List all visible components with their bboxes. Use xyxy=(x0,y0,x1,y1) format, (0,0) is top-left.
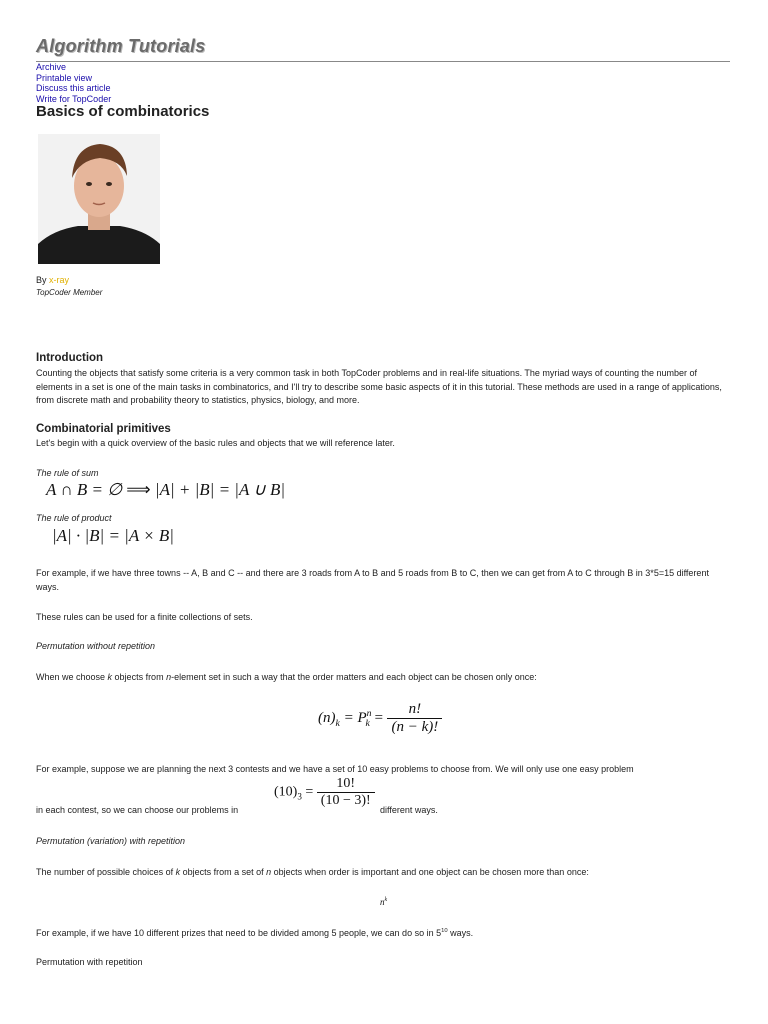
archive-link[interactable]: Archive xyxy=(36,62,67,72)
text-part: ways. xyxy=(447,928,474,938)
towns-example-text: For example, if we have three towns -- A, B and C -- and there are 3 roads from A to B and 5 roads from B to C, then we can get from A to C through B in 3*5=15 different ways. xyxy=(36,568,709,592)
permutation-with-repetition-text xyxy=(36,866,730,880)
introduction-text: Counting the objects that satisfy some criteria is a very common task in both TopCoder problems and in real-life situations. The myriad ways of counting the number of elements in a set is one of the main tasks in combinatorics, and I'll try to describe some basic aspects of it in this tutorial. These methods are used in a range of applications, from discrete math and probability theory to statistics, physics, biology, and more. xyxy=(36,368,722,405)
text-part: objects from a set of xyxy=(180,867,267,877)
text-part: When we choose xyxy=(36,672,108,682)
article-title: Basics of combinatorics xyxy=(36,103,210,120)
permutation-without-repetition-text xyxy=(36,671,730,685)
formula-base: n xyxy=(380,897,385,907)
rule-of-product-formula: |A| · |B| = |A × B| xyxy=(52,526,174,545)
rule-of-product-label: The rule of product xyxy=(36,513,112,523)
contest-example-text: For example, suppose we are planning the next 3 contests and we have a set of 10 easy problems to choose from. We will only use one easy problem xyxy=(36,764,634,774)
variable-n: n xyxy=(166,672,172,682)
combinatorial-primitives-heading: Combinatorial primitives xyxy=(36,423,171,435)
rule-of-sum-label: The rule of sum xyxy=(36,468,99,478)
author-photo xyxy=(38,134,160,264)
author-role: TopCoder Member xyxy=(36,288,103,297)
n-to-k-formula xyxy=(380,897,387,907)
by-prefix: By xyxy=(36,275,50,285)
contest-example-text-2b: different ways. xyxy=(380,805,438,815)
permutation-without-repetition-label: Permutation without repetition xyxy=(36,641,156,651)
header-divider xyxy=(36,61,730,62)
variable-k: k xyxy=(107,672,113,682)
byline xyxy=(36,275,69,285)
permutation-formula: $(n)_k = P^n_k$ = $\frac{n!}{(n - k)!}$ xyxy=(318,701,442,736)
finite-collections-note: These rules can be used for a finite collections of sets. xyxy=(36,612,253,622)
write-for-topcoder-link[interactable]: Write for TopCoder xyxy=(36,93,112,104)
permutation-with-repetition-label: Permutation (variation) with repetition xyxy=(36,836,186,846)
text-part: For example, if we have 10 different prizes that need to be divided among 5 people, we can do so in 5 xyxy=(36,928,442,938)
contest-formula: $(10)_3$ = $\frac{10!}{(10 - 3)!}$ xyxy=(274,776,375,809)
text-part: The number of possible choices of xyxy=(36,867,176,877)
discuss-article-link[interactable]: Discuss this article xyxy=(36,83,111,93)
variable-n: n xyxy=(266,867,272,877)
variable-k: k xyxy=(175,867,181,877)
prizes-exponent: 10 xyxy=(441,928,448,934)
printable-view-link[interactable]: Printable view xyxy=(36,72,93,83)
text-part: objects from xyxy=(112,672,167,682)
prizes-example-text xyxy=(36,925,730,941)
author-link[interactable]: x-ray xyxy=(49,275,70,285)
article-nav xyxy=(36,62,111,104)
text-part: objects when order is important and one object can be chosen more than once: xyxy=(271,867,589,877)
site-logo[interactable]: Algorithm Tutorials xyxy=(36,36,206,56)
permutation-with-repetition-heading: Permutation with repetition xyxy=(36,957,143,967)
text-part: -element set in such a way that the order matters and each object can be chosen only once: xyxy=(171,672,537,682)
primitives-text: Let's begin with a quick overview of the basic rules and objects that we will reference later. xyxy=(36,438,395,448)
contest-example-text-2a: in each contest, so we can choose our problems in xyxy=(36,805,239,815)
rule-of-sum-formula: A ∩ B = ∅ ⟹ |A| + |B| = |A ∪ B| xyxy=(46,480,286,499)
formula-exponent: k xyxy=(384,897,388,903)
introduction-heading: Introduction xyxy=(36,352,104,364)
